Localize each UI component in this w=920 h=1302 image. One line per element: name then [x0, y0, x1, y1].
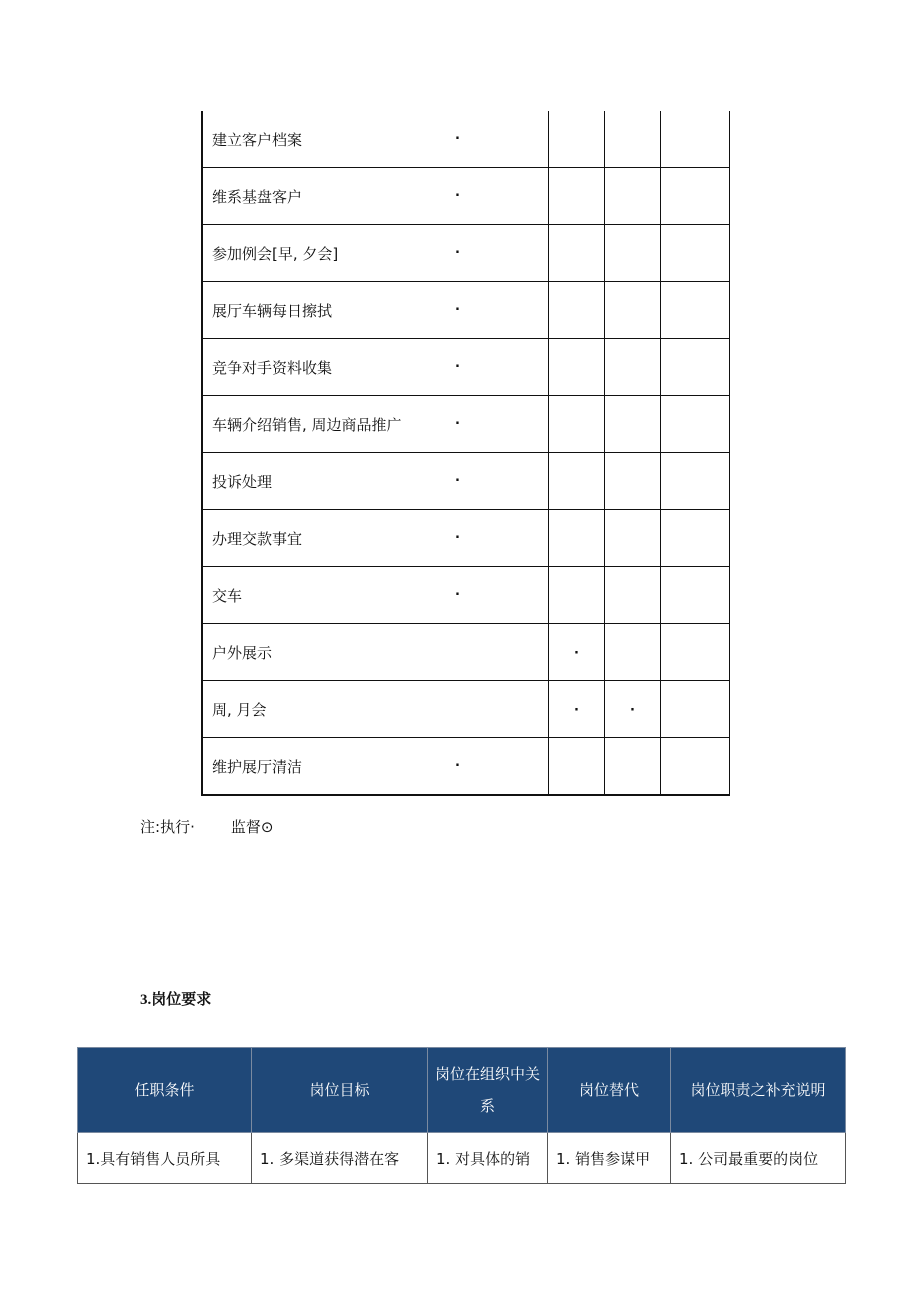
task-row [202, 624, 730, 681]
task-name-text: 周, 月会 [212, 700, 267, 719]
task-mark-2 [549, 339, 605, 396]
cell-supplement: 1. 公司最重要的岗位 [671, 1133, 846, 1184]
task-name-text: 户外展示 [212, 643, 273, 662]
task-name-text: 参加例会[早, 夕会] [212, 244, 339, 263]
header-supplement: 岗位职责之补充说明 [671, 1048, 846, 1133]
task-name [202, 567, 485, 624]
header-org-relation: 岗位在组织中关系 [428, 1048, 548, 1133]
task-name [202, 738, 485, 796]
mark-dot: · [455, 131, 460, 147]
mark-dot: · [574, 646, 579, 661]
task-mark-1 [455, 396, 549, 453]
task-mark-3 [605, 738, 661, 796]
task-mark-4 [661, 510, 730, 567]
task-name [202, 225, 485, 282]
task-mark-3 [605, 510, 661, 567]
requirements-row [78, 1133, 846, 1184]
task-mark-2 [549, 168, 605, 225]
task-mark-2 [549, 396, 605, 453]
task-name [202, 168, 485, 225]
task-name-text: 交车 [212, 586, 243, 605]
task-mark-4 [661, 738, 730, 796]
task-mark-4 [661, 396, 730, 453]
mark-dot: · [455, 416, 460, 432]
task-mark-1 [455, 282, 549, 339]
task-mark-3 [605, 681, 661, 738]
task-name [202, 681, 485, 738]
mark-dot: · [455, 473, 460, 489]
task-mark-2 [549, 567, 605, 624]
requirements-header-row [78, 1048, 846, 1133]
cell-qualifications: 1.具有销售人员所具 [78, 1133, 252, 1184]
task-responsibility-table [201, 111, 730, 796]
task-mark-2 [549, 510, 605, 567]
task-mark-3 [605, 282, 661, 339]
section-title: 3.岗位要求 [140, 992, 212, 1008]
task-row [202, 567, 730, 624]
task-name-text: 维护展厅清洁 [212, 757, 303, 776]
header-job-goal: 岗位目标 [252, 1048, 428, 1133]
task-row [202, 339, 730, 396]
task-mark-3 [605, 396, 661, 453]
task-mark-2 [549, 111, 605, 168]
header-substitute: 岗位替代 [548, 1048, 671, 1133]
task-mark-1 [455, 567, 549, 624]
task-mark-2 [549, 738, 605, 796]
task-mark-1 [485, 624, 549, 681]
mark-dot: · [574, 703, 579, 718]
task-row [202, 396, 730, 453]
mark-dot: · [455, 530, 460, 546]
task-mark-3 [605, 111, 661, 168]
task-mark-1 [455, 339, 549, 396]
job-requirements-table [77, 1047, 846, 1184]
mark-dot: · [455, 245, 460, 261]
mark-dot: · [455, 302, 460, 318]
task-name-text: 维系基盘客户 [212, 187, 303, 206]
task-row [202, 681, 730, 738]
task-name [202, 624, 485, 681]
task-mark-1 [455, 225, 549, 282]
task-mark-2 [549, 225, 605, 282]
task-mark-1 [455, 168, 549, 225]
mark-dot: · [455, 758, 460, 774]
task-mark-4 [661, 339, 730, 396]
task-mark-1 [455, 738, 549, 796]
task-mark-1 [485, 681, 549, 738]
task-mark-4 [661, 168, 730, 225]
task-mark-4 [661, 111, 730, 168]
task-name [202, 396, 485, 453]
task-row [202, 168, 730, 225]
task-row [202, 111, 730, 168]
task-name-text: 建立客户档案 [212, 130, 303, 149]
task-mark-4 [661, 282, 730, 339]
task-mark-1 [455, 453, 549, 510]
task-mark-3 [605, 567, 661, 624]
task-mark-4 [661, 567, 730, 624]
mark-dot: · [455, 587, 460, 603]
task-mark-4 [661, 681, 730, 738]
note-prefix: 注: [140, 818, 161, 836]
task-mark-2 [549, 453, 605, 510]
task-mark-3 [605, 453, 661, 510]
task-name [202, 111, 485, 168]
task-row [202, 225, 730, 282]
legend-monitor: 监督⊙ [230, 818, 274, 836]
task-name-text: 竞争对手资料收集 [212, 358, 333, 377]
task-mark-1 [455, 111, 549, 168]
task-name [202, 339, 485, 396]
task-row [202, 453, 730, 510]
task-mark-4 [661, 225, 730, 282]
task-mark-2 [549, 624, 605, 681]
task-name [202, 282, 485, 339]
cell-substitute: 1. 销售参谋甲 [548, 1133, 671, 1184]
task-mark-4 [661, 624, 730, 681]
legend-execute: 执行· [160, 818, 195, 836]
task-mark-3 [605, 168, 661, 225]
task-mark-1 [455, 510, 549, 567]
task-name-text: 展厅车辆每日擦拭 [212, 301, 333, 320]
task-mark-3 [605, 624, 661, 681]
header-qualifications: 任职条件 [78, 1048, 252, 1133]
task-name [202, 510, 485, 567]
task-mark-3 [605, 225, 661, 282]
task-name [202, 453, 485, 510]
task-name-text: 投诉处理 [212, 472, 273, 491]
task-mark-3 [605, 339, 661, 396]
cell-job-goal: 1. 多渠道获得潜在客 [252, 1133, 428, 1184]
cell-org-relation: 1. 对具体的销 [428, 1133, 548, 1184]
task-mark-2 [549, 282, 605, 339]
task-mark-4 [661, 453, 730, 510]
task-row [202, 282, 730, 339]
task-row [202, 510, 730, 567]
task-row [202, 738, 730, 796]
task-name-text: 车辆介绍销售, 周边商品推广 [212, 415, 402, 434]
legend-note [140, 816, 273, 837]
mark-dot: · [455, 359, 460, 375]
mark-dot: · [630, 703, 635, 718]
task-name-text: 办理交款事宜 [212, 529, 303, 548]
task-mark-2 [549, 681, 605, 738]
mark-dot: · [455, 188, 460, 204]
